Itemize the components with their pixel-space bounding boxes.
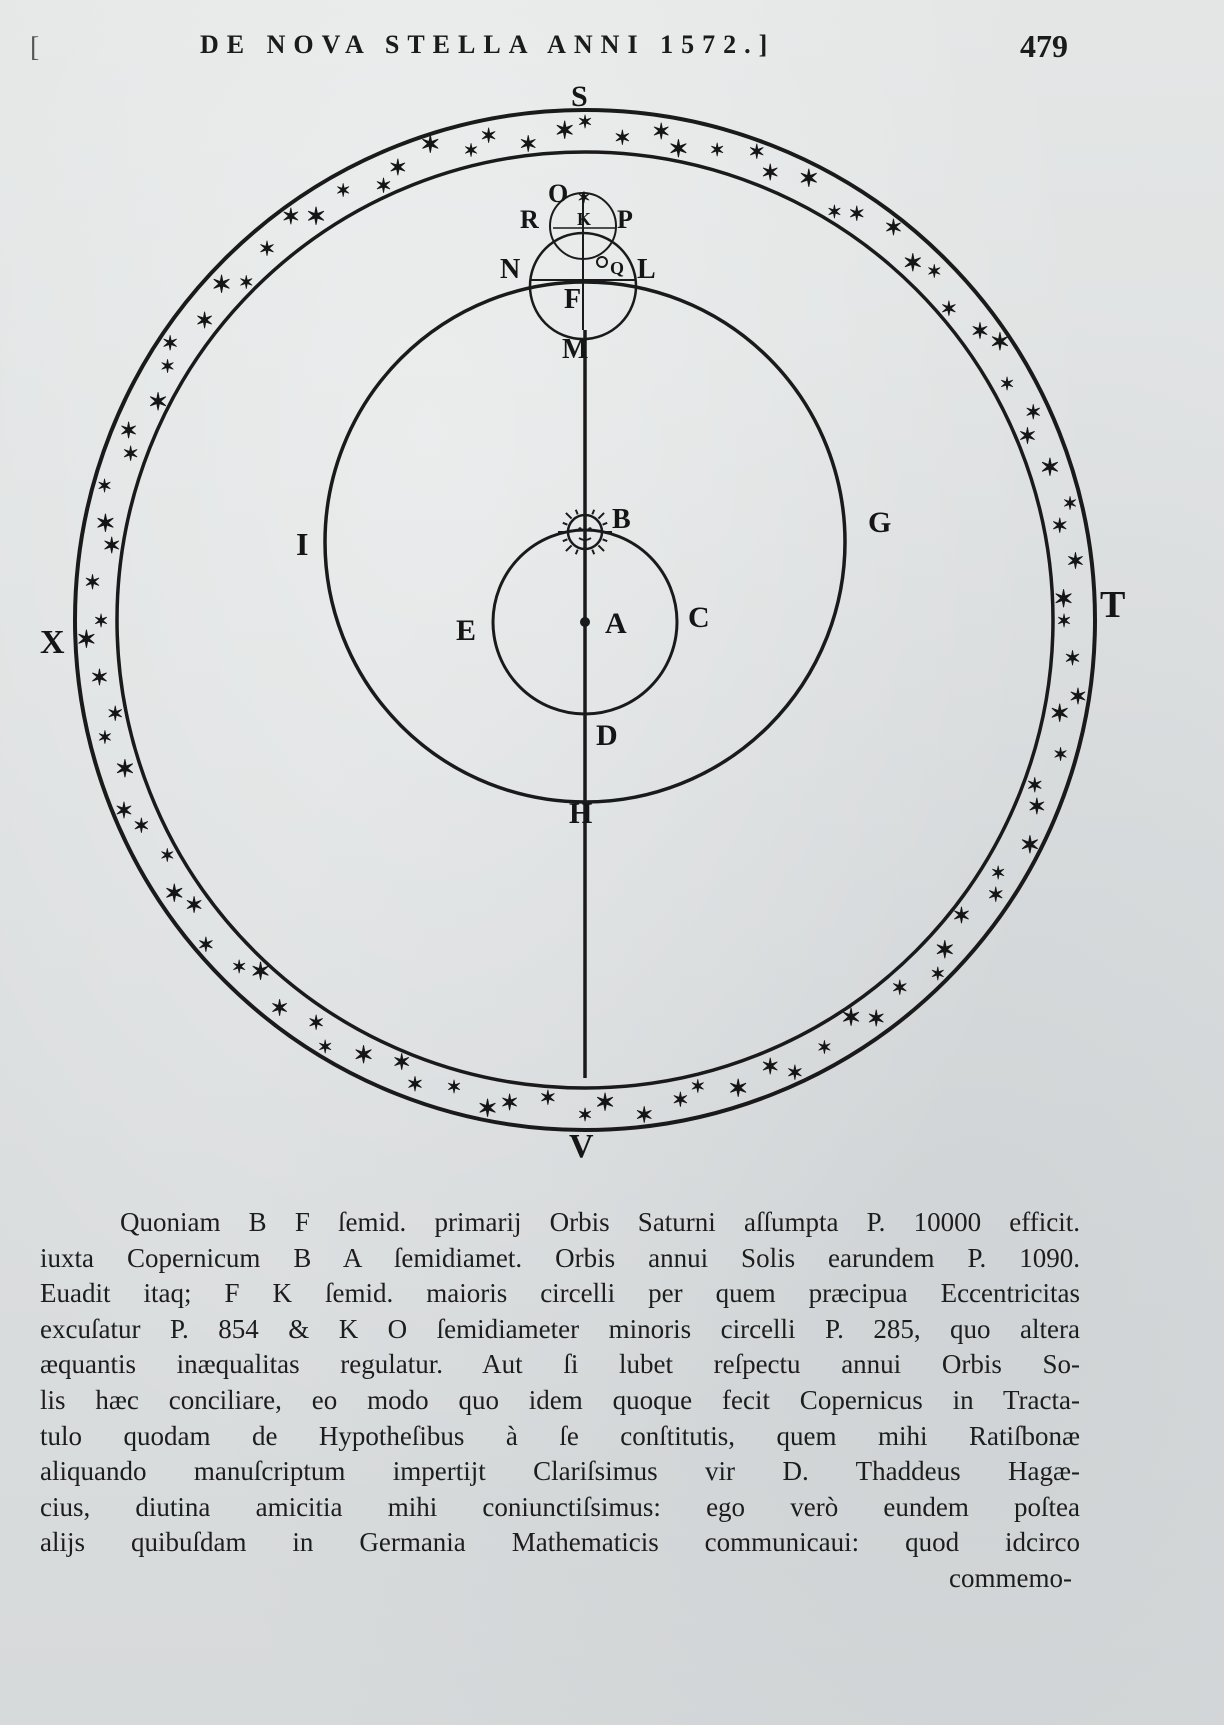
star-icon: ✶ — [748, 141, 766, 164]
label-M: M — [562, 334, 589, 365]
sun-ray — [563, 539, 568, 541]
text-line: aliquando manuſcriptum impertijt Clariſsimus vir D. Thaddeus Hagæ- — [40, 1456, 1080, 1487]
star-icon: ✶ — [446, 1077, 462, 1097]
star-icon: ✶ — [463, 140, 479, 161]
text-line-catchword: commemo- — [949, 1562, 1072, 1593]
star-icon: ✶ — [420, 132, 441, 159]
label-P: P — [617, 205, 633, 234]
star-icon: ✶ — [250, 959, 271, 986]
star-icon: ✶ — [848, 203, 866, 226]
star-icon: ✶ — [1064, 647, 1081, 670]
planet-marker — [597, 257, 607, 267]
label-A: A — [605, 607, 627, 640]
label-N: N — [500, 254, 521, 285]
sun-ray — [576, 510, 578, 515]
star-icon: ✶ — [709, 140, 725, 161]
label-T: T — [1100, 584, 1126, 626]
star-icon: ✶ — [238, 272, 254, 293]
star-icon: ✶ — [884, 214, 903, 240]
label-Q: Q — [610, 258, 625, 278]
star-icon: ✶ — [114, 798, 134, 823]
star-icon: ✶ — [307, 1012, 325, 1035]
page-number: 479 — [1020, 28, 1068, 64]
label-H: H — [569, 797, 593, 830]
label-R: R — [520, 205, 539, 234]
center-point — [580, 617, 590, 627]
star-icon: ✶ — [841, 1005, 862, 1032]
star-icon: ✶ — [651, 118, 671, 144]
text-line: tulo quodam de Hypotheſibus à ſe conſtitutis, quem mihi Ratiſbonæ — [40, 1420, 1080, 1451]
sun-ray — [592, 550, 594, 555]
label-S: S — [571, 80, 588, 113]
latin-body-text — [40, 1205, 1080, 1597]
star-icon: ✶ — [258, 238, 276, 261]
star-icon: ✶ — [866, 1006, 886, 1031]
star-icon: ✶ — [634, 1102, 654, 1128]
star-icon: ✶ — [76, 627, 97, 654]
star-icon: ✶ — [1051, 515, 1069, 538]
text-line: excuſatur P. 854 & K O ſemidiameter minoris circelli P. 285, quo altera — [40, 1313, 1080, 1344]
star-icon: ✶ — [668, 137, 689, 164]
star-icon: ✶ — [999, 374, 1015, 394]
label-K: K — [577, 209, 592, 229]
star-icon: ✶ — [97, 727, 113, 748]
star-icon: ✶ — [577, 112, 593, 132]
star-icon: ✶ — [728, 1076, 749, 1103]
header-bracket: [ — [30, 32, 40, 63]
star-icon: ✶ — [102, 533, 121, 559]
star-icon: ✶ — [95, 511, 116, 538]
star-icon: ✶ — [1024, 402, 1042, 425]
star-icon: ✶ — [990, 863, 1006, 883]
label-B: B — [612, 504, 631, 535]
star-icon: ✶ — [133, 815, 150, 838]
star-icon: ✶ — [159, 845, 175, 866]
star-icon: ✶ — [1049, 701, 1070, 728]
text-line: alijs quibuſdam in Germania Mathematicis communicaui: quod idcirco — [40, 1527, 1080, 1558]
star-icon: ✶ — [1018, 423, 1037, 449]
star-icon: ✶ — [930, 963, 946, 984]
text-line: lis hæc conciliare, eo modo quo idem quoque fecit Copernicus in Tracta- — [40, 1384, 1080, 1415]
star-icon: ✶ — [577, 1105, 593, 1125]
star-icon: ✶ — [690, 1076, 706, 1097]
sun-ray — [598, 513, 604, 519]
star-icon: ✶ — [1062, 493, 1078, 514]
star-icon: ✶ — [1026, 774, 1044, 797]
text-line: æquantis inæqualitas regulatur. Aut ſi lubet reſpectu annui Orbis So- — [40, 1349, 1080, 1380]
sun-ray — [576, 550, 578, 555]
star-icon: ✶ — [1053, 744, 1069, 765]
star-icon: ✶ — [987, 884, 1005, 907]
star-icon: ✶ — [1068, 684, 1088, 709]
star-icon: ✶ — [539, 1087, 557, 1110]
star-icon: ✶ — [477, 1096, 498, 1123]
star-icon: ✶ — [195, 307, 214, 333]
star-icon: ✶ — [375, 175, 392, 198]
star-icon: ✶ — [231, 956, 247, 977]
star-icon: ✶ — [281, 203, 301, 229]
star-icon: ✶ — [353, 1042, 374, 1069]
star-icon: ✶ — [211, 272, 232, 299]
star-icon: ✶ — [1066, 548, 1085, 574]
sun-ray — [603, 523, 608, 525]
running-title: DE NOVA STELLA ANNI 1572.] — [200, 30, 776, 59]
sun-ray — [566, 513, 572, 519]
star-icon: ✶ — [760, 1054, 780, 1080]
label-F: F — [564, 284, 582, 315]
star-icon: ✶ — [184, 892, 204, 918]
star-icon: ✶ — [480, 125, 497, 148]
label-C: C — [688, 601, 710, 634]
star-icon: ✶ — [816, 1037, 832, 1058]
text-line: Euadit itaq; F K ſemid. maioris circelli per quem præcipua Eccentricitas — [40, 1278, 1080, 1309]
label-L: L — [637, 254, 656, 285]
star-icon: ✶ — [902, 250, 923, 277]
star-icon: ✶ — [952, 903, 971, 929]
text-line: Quoniam B F ſemid. primarij Orbis Saturni aſſumpta P. 10000 efficit. — [120, 1207, 1080, 1237]
star-icon: ✶ — [90, 665, 109, 690]
star-icon: ✶ — [1056, 611, 1072, 631]
star-icon: ✶ — [161, 332, 179, 355]
sun-ray — [592, 510, 594, 515]
star-icon: ✶ — [672, 1089, 689, 1112]
sun-ray — [566, 545, 572, 551]
star-icon: ✶ — [940, 298, 958, 321]
star-icon: ✶ — [270, 995, 289, 1021]
sun-ray — [603, 539, 608, 541]
star-icon: ✶ — [335, 180, 351, 201]
star-icon: ✶ — [826, 202, 842, 222]
star-icon: ✶ — [114, 757, 135, 784]
label-X: X — [40, 624, 65, 661]
label-V: V — [569, 1128, 594, 1165]
star-icon: ✶ — [934, 938, 955, 965]
star-icon: ✶ — [388, 155, 408, 181]
label-G: G — [868, 506, 892, 539]
star-icon: ✶ — [84, 571, 101, 594]
star-icon: ✶ — [518, 131, 538, 157]
star-icon: ✶ — [798, 166, 819, 193]
label-D: D — [596, 719, 618, 752]
sun-ray — [563, 523, 568, 525]
star-icon: ✶ — [1019, 833, 1040, 860]
star-icon: ✶ — [159, 356, 176, 377]
star-icon: ✶ — [317, 1037, 333, 1057]
star-icon: ✶ — [554, 118, 575, 145]
label-O: O — [548, 179, 569, 208]
star-icon: ✶ — [119, 418, 138, 443]
star-icon: ✶ — [93, 611, 109, 631]
star-icon: ✶ — [926, 261, 942, 282]
star-icon: ✶ — [164, 881, 185, 908]
star-icon: ✶ — [989, 329, 1010, 356]
star-icon: ✶ — [891, 977, 909, 1000]
star-icon: ✶ — [970, 318, 990, 344]
star-icon: ✶ — [1053, 587, 1074, 614]
star-icon: ✶ — [147, 390, 169, 416]
sun-ray — [598, 545, 604, 551]
star-O-mark: ✶ — [577, 190, 591, 207]
star-icon: ✶ — [500, 1090, 519, 1116]
star-icon: ✶ — [406, 1073, 424, 1096]
star-icon: ✶ — [786, 1062, 804, 1085]
star-icon: ✶ — [595, 1090, 616, 1117]
star-icon: ✶ — [97, 476, 113, 497]
star-icon: ✶ — [1039, 455, 1060, 482]
star-icon: ✶ — [614, 127, 631, 150]
star-icon: ✶ — [197, 934, 215, 957]
label-I: I — [296, 526, 309, 562]
star-icon: ✶ — [392, 1049, 411, 1075]
text-line: cius, diutina amicitia mihi coniunctiſsimus: ego verò eundem poſtea — [40, 1491, 1080, 1522]
star-icon: ✶ — [1027, 794, 1047, 820]
text-line: iuxta Copernicum B A ſemidiamet. Orbis annui Solis earundem P. 1090. — [40, 1242, 1080, 1273]
star-icon: ✶ — [122, 443, 139, 466]
label-E: E — [456, 614, 477, 647]
star-icon: ✶ — [306, 204, 327, 231]
star-icon: ✶ — [760, 159, 780, 185]
star-icon: ✶ — [106, 703, 124, 726]
